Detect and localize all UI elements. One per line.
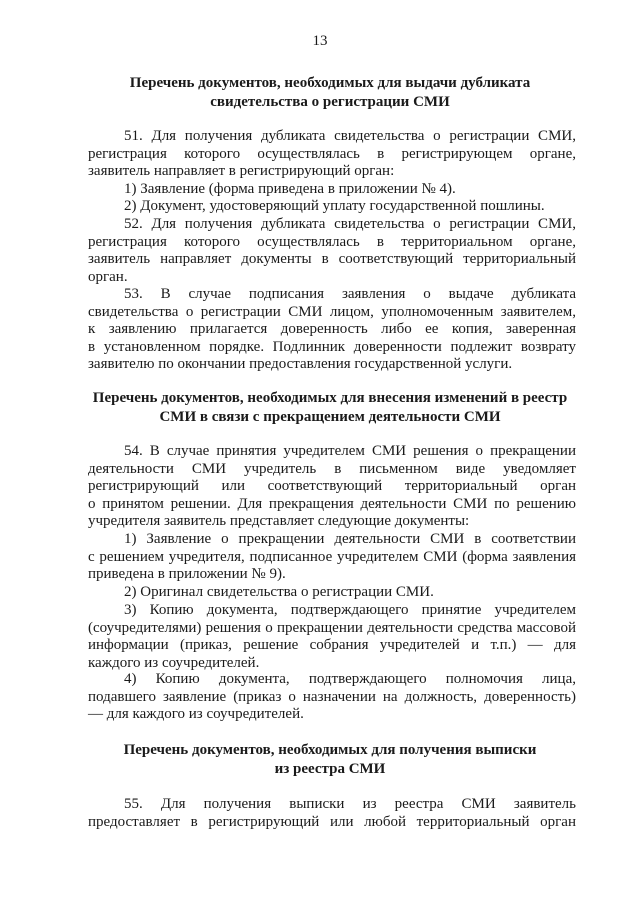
- heading-line: СМИ в связи с прекращением деятельности СМИ: [159, 409, 501, 425]
- paragraph-line: 53. В случае подписания заявления о выдаче дубликата: [124, 286, 576, 302]
- paragraph-line: регистрирующий или соответствующий территориальный орган: [88, 478, 576, 494]
- paragraph-line: 54. В случае принятия учредителем СМИ решения о прекращении: [124, 443, 576, 459]
- paragraph-line: 51. Для получения дубликата свидетельства о регистрации СМИ,: [124, 128, 576, 144]
- paragraph-54: [88, 443, 576, 531]
- paragraph-51: [88, 128, 576, 181]
- paragraph-line: регистрация которого осуществлялась в территориальном органе,: [88, 233, 576, 250]
- list-item-51-2: 2) Документ, удостоверяющий уплату государственной пошлины.: [124, 198, 545, 214]
- paragraph-line: 1) Заявление о прекращении деятельности СМИ в соответствии: [124, 531, 576, 547]
- paragraph-line: с решением учредителя, подписанное учредителем СМИ (форма заявления: [88, 548, 576, 565]
- paragraph-line: 52. Для получения дубликата свидетельства о регистрации СМИ,: [124, 216, 576, 232]
- paragraph-line: деятельности СМИ учредитель в письменном виде уведомляет: [88, 460, 576, 477]
- paragraph-line: предоставляет в регистрирующий или любой территориальный орган: [88, 813, 576, 830]
- paragraph-line: в установленном порядке. Подлинник доверенности подлежит возврату: [88, 338, 576, 355]
- paragraph-line: заявитель направляет в регистрирующий орган:: [88, 163, 395, 179]
- section-heading-termination: [72, 389, 588, 427]
- paragraph-line: заявитель направляет документы в соответствующий территориальный: [88, 251, 576, 267]
- paragraph-line: — для каждого из соучредителей.: [88, 706, 304, 722]
- list-item-54-1: [88, 531, 576, 584]
- heading-line: Перечень документов, необходимых для внесения изменений в реестр: [92, 390, 568, 406]
- list-item-54-3: [88, 602, 576, 672]
- paragraph-line: информации (приказ, решение собрания учредителей и т.п.) — для: [88, 637, 576, 653]
- paragraph-line: учредителя заявитель представляет следующие документы:: [88, 513, 470, 529]
- section-heading-duplicate: [80, 74, 580, 112]
- paragraph-53: [88, 286, 576, 374]
- heading-line: свидетельства о регистрации СМИ: [210, 94, 450, 110]
- paragraph-line: 4) Копию документа, подтверждающего полномочия лица,: [124, 671, 576, 687]
- section-heading-extract: [80, 741, 580, 779]
- paragraph-line: (соучредителями) решения о прекращении деятельности средства массовой: [88, 619, 576, 636]
- paragraph-line: каждого из соучредителей.: [88, 654, 260, 671]
- paragraph-52: [88, 216, 576, 286]
- paragraph-line: орган.: [88, 268, 128, 285]
- list-item-54-4: [88, 671, 576, 724]
- paragraph-line: приведена в приложении № 9).: [88, 566, 286, 582]
- paragraph-line: 3) Копию документа, подтверждающего принятие учредителем: [124, 602, 576, 618]
- heading-line: Перечень документов, необходимых для получения выписки: [123, 742, 537, 758]
- paragraph-line: о принятом решении. Для прекращения деятельности СМИ по решению: [88, 495, 576, 512]
- heading-line: из реестра СМИ: [274, 761, 386, 777]
- paragraph-line: к заявлению прилагается доверенность либо ее копия, заверенная: [88, 321, 576, 337]
- heading-line: Перечень документов, необходимых для выдачи дубликата: [129, 75, 531, 91]
- page-number: 13: [312, 33, 328, 49]
- list-item-51-1: 1) Заявление (форма приведена в приложении № 4).: [124, 181, 456, 197]
- paragraph-line: регистрация которого осуществлялась в регистрирующем органе,: [88, 145, 576, 162]
- paragraph-line: 55. Для получения выписки из реестра СМИ заявитель: [124, 796, 576, 812]
- list-item-54-2: 2) Оригинал свидетельства о регистрации СМИ.: [124, 584, 434, 600]
- paragraph-line: заявителю по окончании предоставления государственной услуги.: [88, 356, 513, 372]
- paragraph-55: [88, 796, 576, 831]
- paragraph-line: подавшего заявление (приказ о назначении на должность, доверенность): [88, 688, 576, 705]
- paragraph-line: свидетельства о регистрации СМИ лицом, уполномоченным заявителем,: [88, 303, 576, 320]
